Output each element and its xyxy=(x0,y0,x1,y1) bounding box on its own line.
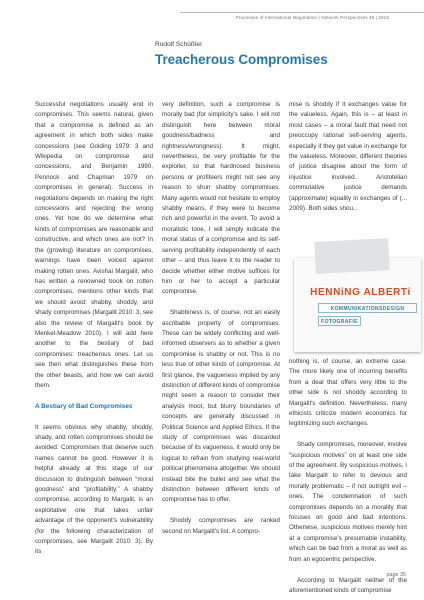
paragraph: very definition, such a compromise is morally bad (for simplicity's sake, I will not distinguish here between moral goodness/badness and rightness/wrongness). It might, nevertheless, be very profitable for the exploiter, so that hardnosed business persons or profiteers might not see any reason to shun shabby compromises. Many agents would not hesitate to employ shabby means, if they were to become rich and powerful in the event. To avoid a moralistic tone, I will simply indicate the moral status of a compromise and its self-serving profitability independently of each other – and thus leave it to the reader to decide whether either motive suffices for him or her to accept a particular compromise. xyxy=(162,101,280,296)
article-title: Treacherous Compromises xyxy=(155,52,328,67)
running-head: Processes of International Negotiation | Network Perspectives 45 | 2018 xyxy=(235,15,389,20)
paragraph: According to Margalit neither of the aforementioned kinds of compromise xyxy=(289,576,407,594)
paragraph: mise is shoddy if it exchanges value for the valueless. Again, this is – at least in most cases – a moral fault that need not preoccupy rational self-serving agents, especially if they get value in exchange for the valueless. Moreover, different theories of justice disagree about the form of injustice involved. Aristotelian commutative justice demands (approximate) equality in exchanges of (... 2009). Both sides shou... xyxy=(289,101,407,213)
advertiser-logo: HENNiNG ALBERTi xyxy=(310,287,411,298)
paragraph: Shabbiness is, of course, not an easily ascribable property of compromises. These can be widely conflicting and well-informed observers as to whether a given compromise is shabby or not. This is no less true of other kinds of compromise. At first glance, the vagueness implied by any distinction of different kinds of compromise might seem a reason to consider their analysis moot, but blurry boundaries of concepts are generally discussed in Political Science and Applied Ethics. If the study of compromises was discarded because of its vagueness, it would only be logical to refrain from studying real-world political phenomena altogether. We should instead bite the bullet and see what the distinction between different kinds of compromise has to offer. xyxy=(162,309,280,504)
text-column-1 xyxy=(35,100,153,558)
paragraph: Shady compromises, moreover, involve “suspicious motives” on at least one side of the agreement. By suspicious motives, I take Margalit to refer to devious and morally problematic – if not outright evil – ones. The condemnation of such compromises depends on a morality that focuses on good and bad intentions. Otherwise, suspicious motives merely hint at a compromise's presumable instability, which can be bad from a moral as well as from an egocentric perspective. xyxy=(289,441,407,563)
paragraph: nothing is, of course, an extreme case. The more likely one of incurring benefits from a deal that offers very little to the other side is not shoddy according to Margalit's definition. Nevertheless, many ethicists criticize modern economics for legitimizing such exchanges. xyxy=(289,358,407,428)
paragraph: Successful negotiations usually end in compromises. This seems natural, given that a compromise is defined as an agreement in which both sides make concessions (see Golding 1979: 3 and Wikipedia on compromise and concessions, and Benjamin 1990, Pennock and Chapman 1979 on compromises in general). Success in negotiations depends on making the right concessions and rejecting the wrong ones. Yet how do we determine what kinds of compromises are reasonable and constructive, and which ones are not? In the (growing) literature on compromises, warnings have been voiced against making rotten ones. Avishai Margalit, who has written a renowned book on rotten compromises, mentions other kinds that we should avoid: shabby, shoddy, and shady compromises (Margalit 2010: 3; see also the review of Margalit's book by Menkel-Meadow 2010). I will add here another to the bestiary of bad compromises: treacherous ones. Let us see then what distinguishes these from the other beasts, and how we can avoid them. xyxy=(35,101,153,389)
paragraph: It seems obvious why shabby, shoddy, shady, and rotten compromises should be avoided. Compromises that deserve such names cannot be good. However it is helpful already at this stage of our discussion to distinguish between “moral goodness” and “profitability.” A shabby compromise, according to Margalit, is an exploitative one that takes unfair advantage of the opponent's vulnerability (for the following characterization of compromises, see Margalit 2010: 3). By its xyxy=(35,423,153,556)
header-rule xyxy=(180,12,424,13)
page-number: page 35 xyxy=(386,572,406,578)
section-heading: A Bestiary of Bad Compromises xyxy=(35,402,133,410)
advertisement xyxy=(294,240,421,355)
advertiser-tagline: KOMMUNIKATIONSDESIGN xyxy=(318,303,417,313)
tape-strip xyxy=(314,238,390,274)
advertiser-tagline-2: FOTOGRAFIE xyxy=(318,316,361,326)
paragraph: Shoddy compromises are ranked second on Margalit's list. A compro- xyxy=(162,517,280,535)
author-name: Rudolf Schüßler xyxy=(155,41,203,48)
advertisement-card xyxy=(294,258,421,352)
text-column-2 xyxy=(162,100,280,537)
